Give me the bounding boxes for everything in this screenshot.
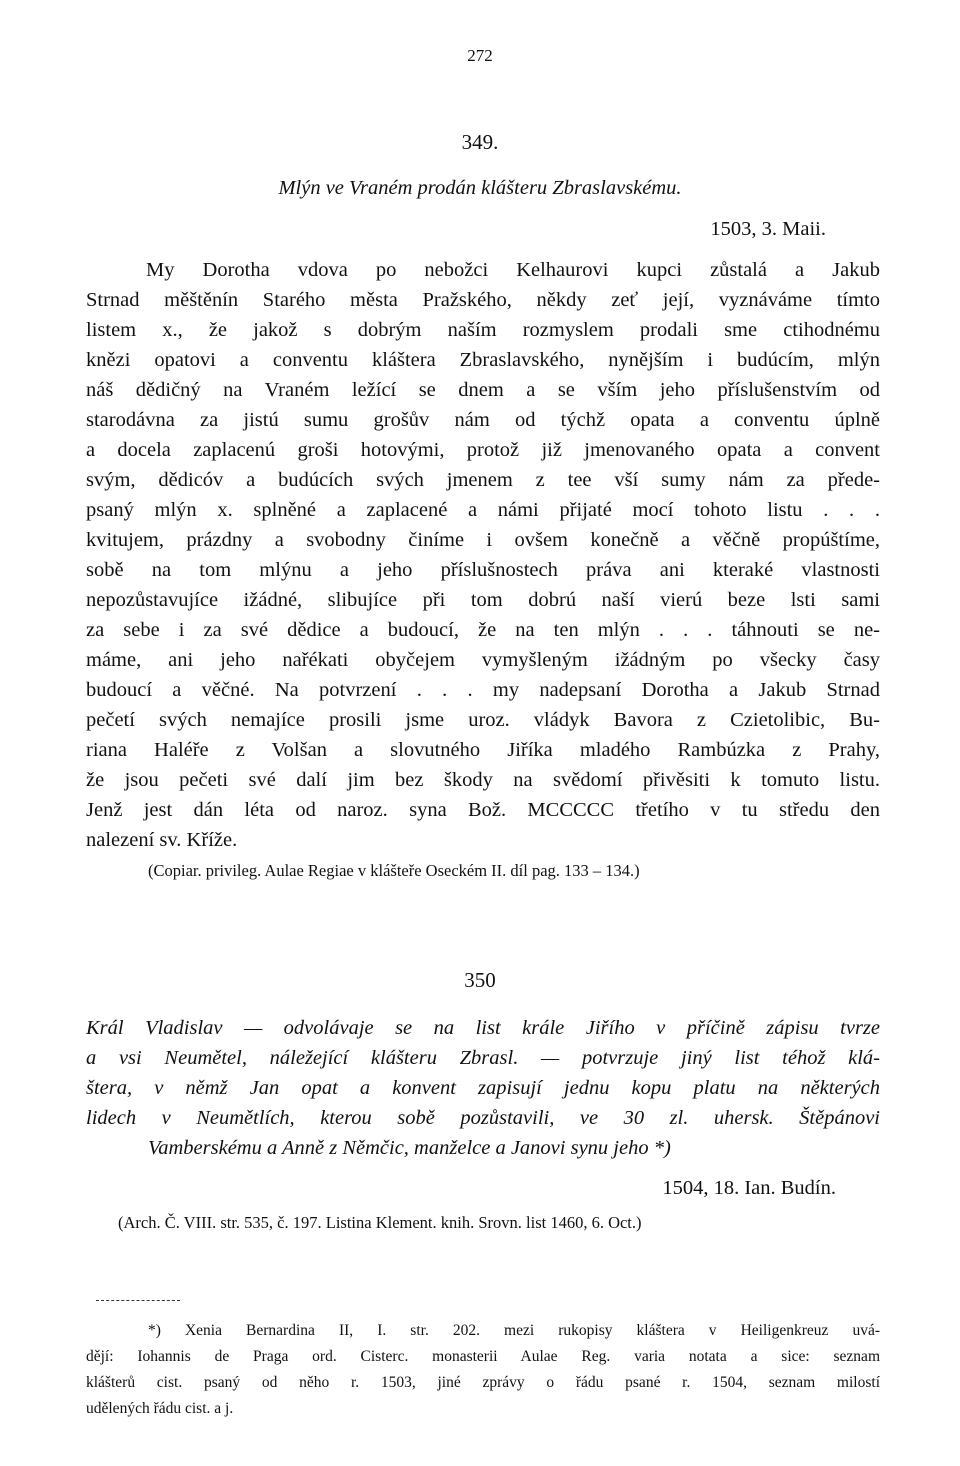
body-line: budoucí a věčné. Na potvrzení . . . my nadepsaní Dorotha a Jakub Strnad: [86, 679, 880, 701]
summary-line: Vamberskému a Anně z Němčic, manželce a Janovi synu jeho *): [148, 1137, 671, 1159]
body-line: listem x., že jakož s dobrým naším rozmyslem prodali sme ctihodnému: [86, 319, 880, 341]
summary-line: Král Vladislav — odvolávaje se na list krále Jiřího v příčině zápisu tvrze: [86, 1017, 880, 1039]
summary-line: a vsi Neumětel, náležející klášteru Zbrasl. — potvrzuje jiný list téhož klá-: [86, 1047, 880, 1069]
document-350-date: 1504, 18. Ian. Budín.: [662, 1177, 836, 1199]
body-line: My Dorotha vdova po nebožci Kelhaurovi kupci zůstalá a Jakub: [146, 259, 880, 281]
document-349-title: Mlýn ve Vraném prodán klášteru Zbraslavskému.: [278, 177, 682, 199]
summary-line: štera, v němž Jan opat a konvent zapisují jednu kopu platu na některých: [86, 1077, 880, 1099]
body-line: knězi opatovi a conventu kláštera Zbraslavského, nynějším i budúcím, mlýn: [86, 349, 880, 371]
body-line: náš dědičný na Vraném ležící se dnem a se vším jeho příslušenstvím od: [86, 379, 880, 401]
body-line: svým, dědicóv a budúcích svých jmenem z tee vší sumy nám za přede-: [86, 469, 880, 491]
footnote-divider: [96, 1300, 180, 1301]
footnote-line: udělených řádu cist. a j.: [86, 1400, 234, 1417]
body-line: máme, ani jeho nařékati obyčejem vymyšleným ižádným po všecky časy: [86, 649, 880, 671]
document-349-date: 1503, 3. Maii.: [710, 218, 826, 240]
body-line: nepozůstavujíce ižádné, slibujíce při tom dobrú naší vierú beze lsti sami: [86, 589, 880, 611]
page-number: 272: [467, 46, 493, 65]
document-350-source: (Arch. Č. VIII. str. 535, č. 197. Listina Klement. knih. Srovn. list 1460, 6. Oct.): [118, 1213, 642, 1232]
body-line: že jsou pečeti své dalí jim bez škody na svědomí přivěsiti k tomuto listu.: [86, 769, 880, 791]
footnote-line: *) Xenia Bernardina II, I. str. 202. mezi rukopisy kláštera v Heiligenkreuz uvá-: [148, 1322, 880, 1339]
body-line: Jenž jest dán léta od naroz. syna Bož. MCCCCC třetího v tu středu den: [86, 799, 880, 821]
body-line: starodávna za jistú sumu grošův nám od týchž opata a conventu úplně: [86, 409, 880, 431]
body-line: pečetí svých nemajíce prosili jsme uroz. vládyk Bavora z Czietolibic, Bu-: [86, 709, 880, 731]
document-349-number: 349.: [461, 130, 499, 154]
body-line: kvitujem, prázdny a svobodny činíme i ovšem konečně a věčně propúštíme,: [86, 529, 880, 551]
footnote-line: klášterů cist. psaný od něho r. 1503, jiné zprávy o řádu psané r. 1504, seznam milostí: [86, 1374, 880, 1391]
body-line: za sebe i za své dědice a budoucí, že na ten mlýn . . . táhnouti se ne-: [86, 619, 880, 641]
body-line: sobě na tom mlýnu a jeho příslušnostech práva ani kteraké vlastnosti: [86, 559, 880, 581]
body-line: a docela zaplacenú groši hotovými, protož již jmenovaného opata a convent: [86, 439, 880, 461]
footnote-line: dějí: Iohannis de Praga ord. Cisterc. monasterii Aulae Reg. varia notata a sice: seznam: [86, 1348, 880, 1365]
summary-line: lidech v Neumětlích, kterou sobě pozůstavili, ve 30 zl. uhersk. Štěpánovi: [86, 1107, 880, 1129]
document-349-source: (Copiar. privileg. Aulae Regiae v klášteře Oseckém II. díl pag. 133 – 134.): [148, 861, 640, 880]
body-line: psaný mlýn x. splněné a zaplacené a námi přijaté mocí tohoto listu . . .: [86, 499, 880, 521]
body-line: riana Haléře z Volšan a slovutného Jiříka mladého Rambúzka z Prahy,: [86, 739, 880, 761]
document-350-number: 350: [464, 968, 496, 992]
body-line: Strnad měštěnín Starého města Pražského, někdy zeť její, vyznáváme tímto: [86, 289, 880, 311]
body-line: nalezení sv. Kříže.: [86, 829, 238, 851]
